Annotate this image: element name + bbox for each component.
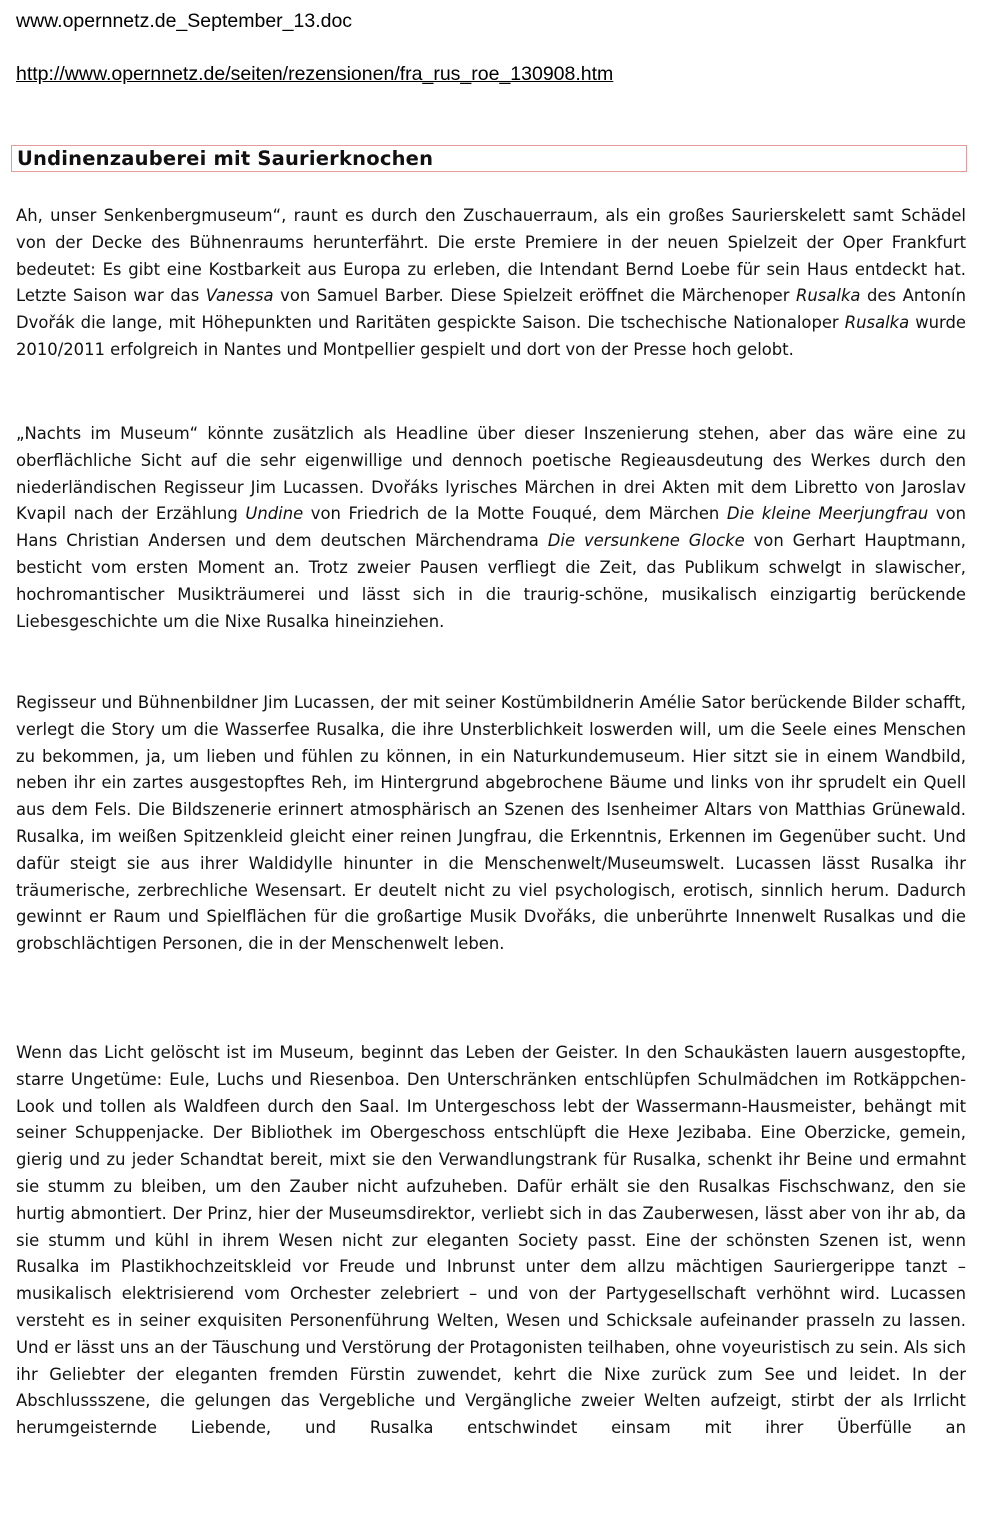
article-paragraph: [16, 203, 966, 364]
italic-title-text: Die versunkene Glocke: [547, 531, 745, 551]
paragraph-text: von Samuel Barber. Diese Spielzeit eröffnet die Märchenoper: [273, 286, 797, 306]
article-title: Undinenzauberei mit Saurierknochen: [17, 147, 434, 170]
paragraph-text: Ah, unser Senkenbergmuseum“, raunt es durch den Zuschauerraum, als ein großes Saurierskelett samt Schädel von der Decke des Bühnenraums herunterfährt. Die erste Premiere in der neuen Spielzeit der Oper Frankfurt bedeutet: Es gibt eine Kostbarkeit aus Europa zu erleben, die Intendant Bernd Loebe für sein Haus entdeckt hat. Letzte Saison war das: [16, 206, 966, 306]
paragraph-text: von Hans Christian Andersen und dem deutschen Märchendrama: [16, 504, 966, 551]
source-url-link[interactable]: http://www.opernnetz.de/seiten/rezensionen/fra_rus_roe_130908.htm: [16, 63, 614, 85]
italic-title-text: Undine: [245, 504, 304, 524]
paragraph-text: „Nachts im Museum“ könnte zusätzlich als Headline über dieser Inszenierung stehen, aber das wäre eine zu oberflächliche Sicht auf die sehr eigenwillige und dennoch poetische Regieausdeutung des Werkes durch den niederländischen Regisseur Jim Lucassen. Dvořáks lyrisches Märchen in drei Akten mit dem Libretto von Jaroslav Kvapil nach der Erzählung: [16, 424, 966, 524]
article-paragraph: [16, 1040, 966, 1442]
paragraph-text: von Gerhart Hauptmann, besticht vom ersten Moment an. Trotz zweier Pausen verfliegt die Zeit, das Publikum schwelgt in slawischer, hochromantischer Musikträumerei und lässt sich in die traurig-schöne, musikalisch einzigartig berückende Liebesgeschichte um die Nixe Rusalka hineinziehen.: [16, 531, 967, 631]
italic-title-text: Rusalka: [796, 286, 861, 306]
paragraph-text: Regisseur und Bühnenbildner Jim Lucassen, der mit seiner Kostümbildnerin Amélie Sator berückende Bilder schafft, verlegt die Story um die Wasserfee Rusalka, die ihre Unsterblichkeit loswerden will, um die Seele eines Menschen zu bekommen, ja, um lieben und fühlen zu können, in ein Naturkundemuseum. Hier sitzt sie in einem Wandbild, neben ihr ein zartes ausgestopftes Reh, im Hintergrund abgebrochene Bäume und links von ihr sprudelt ein Quell aus dem Fels. Die Bildszenerie erinnert atmosphärisch an Szenen des Isenheimer Altars von Matthias Grünewald. Rusalka, im weißen Spitzenkleid gleicht einer reinen Jungfrau, die Erkenntnis, Erkennen im Gegenüber sucht. Und dafür steigt sie aus ihrer Waldidylle hinunter in die Menschenwelt/Museumswelt. Lucassen lässt Rusalka ihr träumerische, zerbrechliche Wesensart. Er deutelt nicht zu viel psychologisch, erotisch, sinnlich herum. Dadurch gewinnt er Raum und Spielflächen für die großartige Musik Dvořáks, die unberührte Innenwelt Rusalkas und die grobschlächtigen Personen, die in der Menschenwelt leben.: [16, 693, 966, 954]
paragraph-text: wurde 2010/2011 erfolgreich in Nantes und Montpellier gespielt und dort von der Presse hoch gelobt.: [16, 313, 966, 359]
italic-title-text: Die kleine Meerjungfrau: [726, 504, 929, 524]
paragraph-text: des Antonín Dvořák die lange, mit Höhepunkten und Raritäten gespickte Saison. Die tschechische Nationaloper: [16, 286, 966, 333]
document-filename: www.opernnetz.de_September_13.doc: [16, 10, 353, 32]
paragraph-text: von Friedrich de la Motte Fouqué, dem Märchen: [303, 504, 727, 524]
article-title-box: [11, 145, 967, 172]
italic-title-text: Vanessa: [205, 286, 274, 306]
article-paragraph: [16, 421, 966, 635]
article-paragraph: [16, 690, 966, 958]
paragraph-text: Wenn das Licht gelöscht ist im Museum, beginnt das Leben der Geister. In den Schaukästen lauern ausgestopfte, starre Ungetüme: Eule, Luchs und Riesenboa. Den Unterschränken entschlüpfen Schulmädchen im Rotkäppchen-Look und tollen als Waldfeen durch den Saal. Im Untergeschoss lebt der Wassermann-Hausmeister, behängt mit seiner Schuppenjacke. Der Bibliothek im Obergeschoss entschlüpft die Hexe Jezibaba. Eine Oberzicke, gemein, gierig und zu jeder Schandtat bereit, mixt sie den Verwandlungstrank für Rusalka, schenkt ihr Beine und ermahnt sie stumm zu bleiben, um den Zauber nicht aufzuheben. Dafür erhält sie den Rusalkas Fischschwanz, den sie hurtig abmontiert. Der Prinz, hier der Museumsdirektor, verliebt sich in das Zauberwesen, lässt aber von ihr ab, da sie stumm und kühl in ihrem Wesen nicht zur eleganten Society passt. Eine der schönsten Szenen ist, wenn Rusalka im Plastikhochzeitskleid vor Freude und Inbrunst unter dem allzu mächtigen Sauriergerippe tanzt – musikalisch elektrisierend vom Orchester zelebriert – und von der Partygesellschaft verhöhnt wird. Lucassen versteht es in seiner exquisiten Personenführung Welten, Wesen und Schicksale aufeinander prasseln zu lassen. Und er lässt uns an der Täuschung und Verstörung der Protagonisten teilhaben, ohne voyeuristisch zu sein. Als sich ihr Geliebter der eleganten fremden Fürstin zuwendet, kehrt die Nixe zurück zum See und leidet. In der Abschlussszene, die gelungen das Vergebliche und Vergängliche zweier Welten aufzeigt, stirbt der als Irrlicht herumgeisternde Liebende, und Rusalka entschwindet einsam mit ihrer Überfülle an: [16, 1043, 966, 1438]
italic-title-text: Rusalka: [844, 313, 910, 333]
